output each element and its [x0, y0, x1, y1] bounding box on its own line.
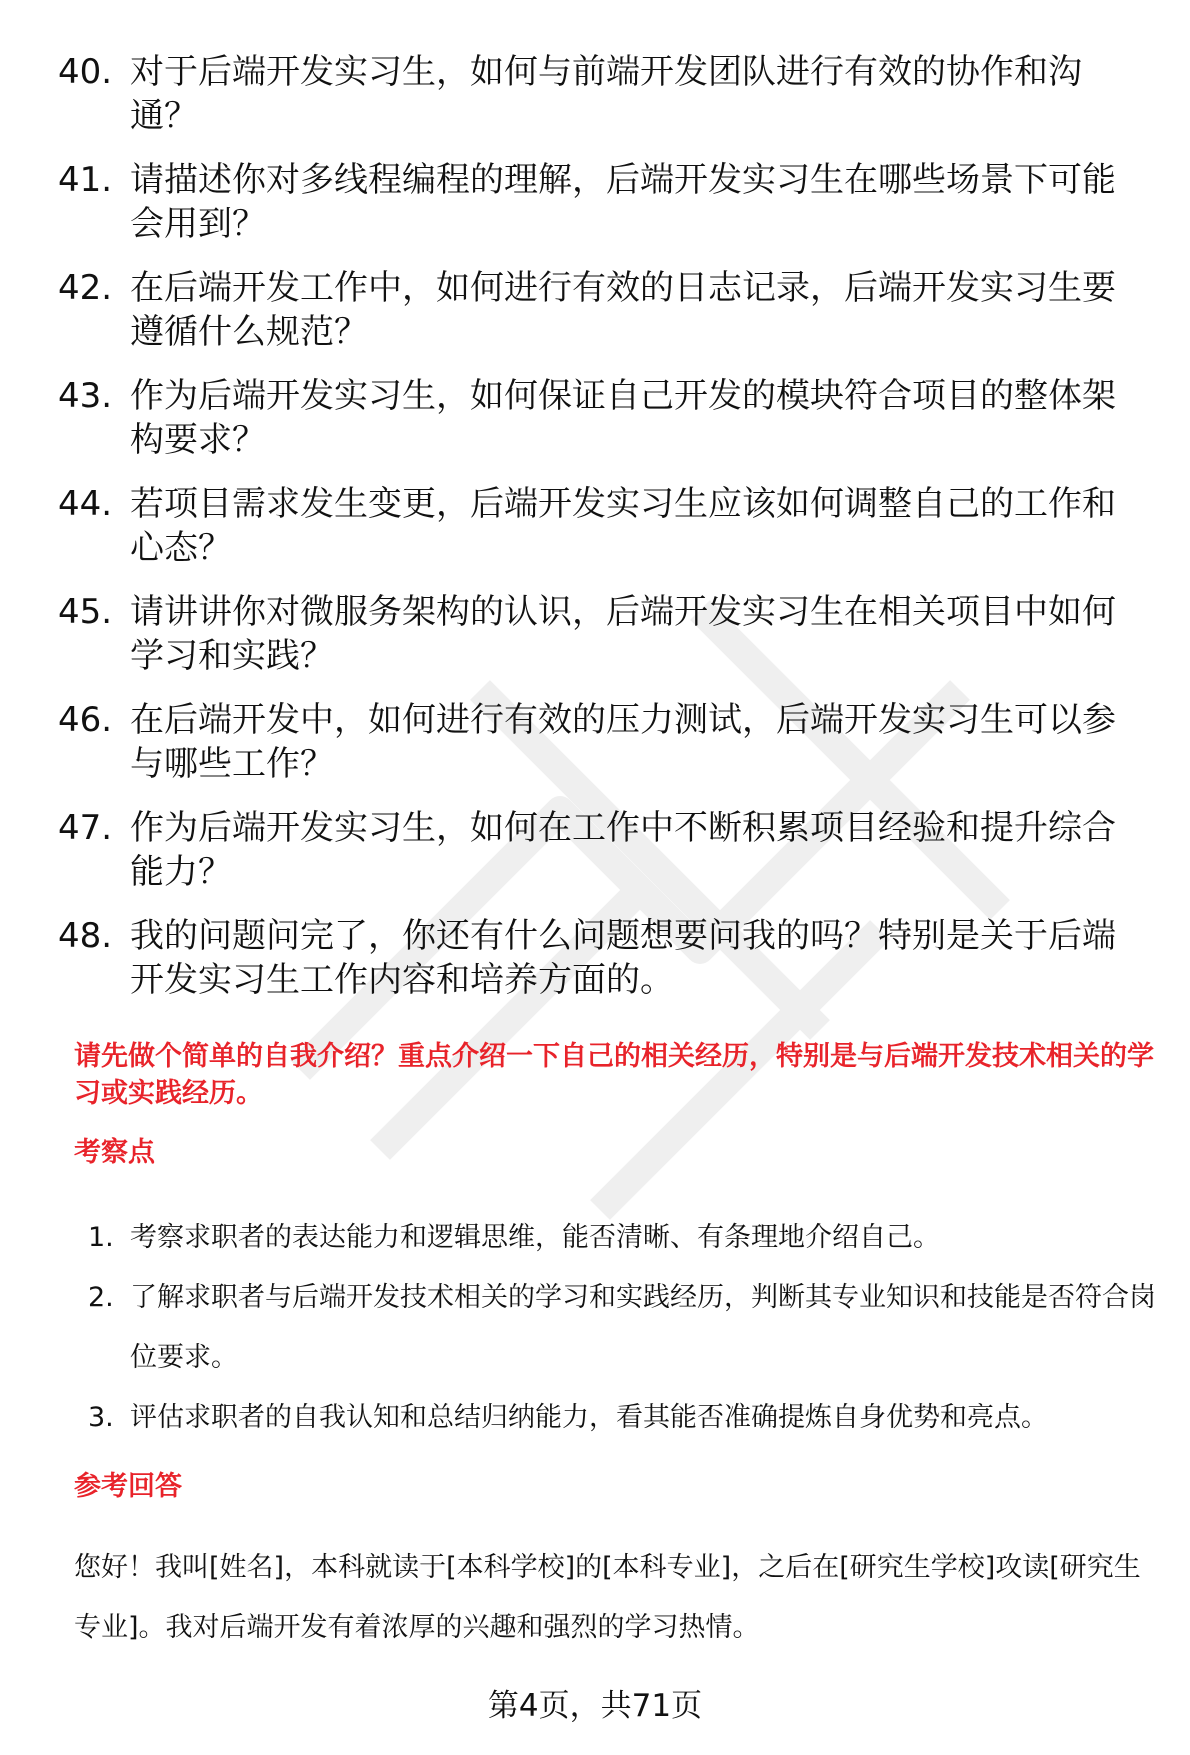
point-text: 考察求职者的表达能力和逻辑思维，能否清晰、有条理地介绍自己。 — [130, 1222, 940, 1253]
question-item — [58, 806, 1148, 894]
highlight-question: 请先做个简单的自我介绍？重点介绍一下自己的相关经历，特别是与后端开发技术相关的学习或实践经历。 — [74, 1041, 1154, 1109]
question-item — [58, 482, 1148, 570]
question-number: 45. — [58, 592, 113, 632]
question-number: 42. — [58, 268, 113, 308]
point-item — [88, 1388, 1168, 1448]
question-number: 46. — [58, 700, 113, 740]
question-item — [58, 374, 1148, 462]
point-text: 评估求职者的自我认知和总结归纳能力，看其能否准确提炼自身优势和亮点。 — [130, 1402, 1048, 1433]
question-number: 43. — [58, 376, 113, 416]
question-text: 对于后端开发实习生，如何与前端开发团队进行有效的协作和沟通？ — [130, 52, 1082, 136]
question-item — [58, 50, 1148, 138]
question-item — [58, 590, 1148, 678]
question-item — [58, 914, 1148, 1002]
question-number: 41. — [58, 160, 113, 200]
point-item — [88, 1208, 1168, 1268]
point-number: 2. — [88, 1282, 114, 1313]
section-title-cankao: 参考回答 — [74, 1471, 182, 1502]
question-item — [58, 698, 1148, 786]
question-number: 44. — [58, 484, 113, 524]
question-text: 请描述你对多线程编程的理解，后端开发实习生在哪些场景下可能会用到？ — [130, 160, 1116, 244]
page-number: 第4页，共71页 — [487, 1688, 703, 1724]
question-text: 请讲讲你对微服务架构的认识，后端开发实习生在相关项目中如何学习和实践？ — [130, 592, 1116, 676]
question-item — [58, 266, 1148, 354]
reference-answer: 您好！我叫[姓名]，本科就读于[本科学校]的[本科专业]，之后在[研究生学校]攻读[研究生专业]。我对后端开发有着浓厚的兴趣和强烈的学习热情。 — [74, 1552, 1141, 1643]
question-text: 作为后端开发实习生，如何保证自己开发的模块符合项目的整体架构要求？ — [130, 376, 1116, 460]
kaocha-points — [88, 1208, 1168, 1448]
question-text: 在后端开发工作中，如何进行有效的日志记录，后端开发实习生要遵循什么规范？ — [130, 268, 1116, 352]
point-text: 了解求职者与后端开发技术相关的学习和实践经历，判断其专业知识和技能是否符合岗位要求。 — [130, 1282, 1156, 1373]
question-number: 47. — [58, 808, 113, 848]
question-number: 48. — [58, 916, 113, 956]
question-text: 我的问题问完了，你还有什么问题想要问我的吗？特别是关于后端开发实习生工作内容和培养方面的。 — [130, 916, 1116, 1000]
question-text: 作为后端开发实习生，如何在工作中不断积累项目经验和提升综合能力？ — [130, 808, 1116, 892]
point-item — [88, 1268, 1168, 1388]
point-number: 1. — [88, 1222, 114, 1253]
point-number: 3. — [88, 1402, 114, 1433]
question-text: 若项目需求发生变更，后端开发实习生应该如何调整自己的工作和心态？ — [130, 484, 1116, 568]
section-title-kaocha: 考察点 — [74, 1137, 155, 1168]
question-item — [58, 158, 1148, 246]
question-number: 40. — [58, 52, 113, 92]
question-list — [58, 50, 1148, 1022]
question-text: 在后端开发中，如何进行有效的压力测试，后端开发实习生可以参与哪些工作？ — [130, 700, 1116, 784]
